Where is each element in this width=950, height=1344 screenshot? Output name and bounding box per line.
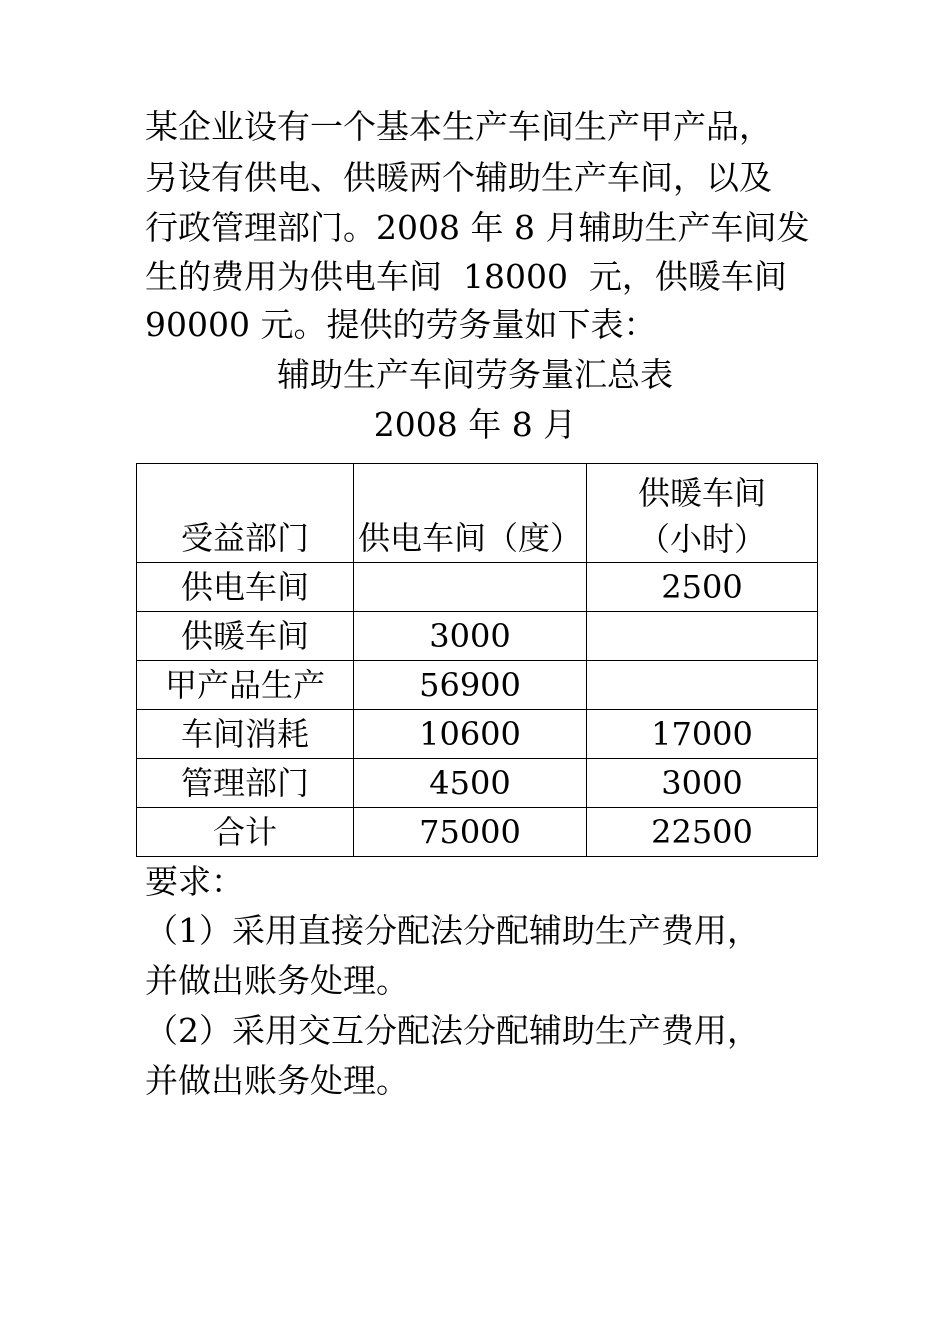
intro-line-2: 另设有供电、供暖两个辅助生产车间，以及 — [145, 158, 772, 197]
row-heat: 2500 — [587, 563, 818, 612]
intro-line-5: 90000 元。提供的劳务量如下表： — [145, 305, 657, 344]
header-dept: 受益部门 — [137, 464, 354, 563]
row-heat: 17000 — [587, 710, 818, 759]
table-date: 2008 年 8 月 — [373, 405, 577, 444]
row-power: 4500 — [354, 759, 587, 808]
row-heat: 3000 — [587, 759, 818, 808]
requirement-line-1: （1）采用直接分配法分配辅助生产费用， — [145, 911, 760, 950]
header-heat-line2: （小时） — [637, 520, 766, 558]
table-row — [137, 563, 818, 612]
row-heat — [587, 612, 818, 661]
table-row — [137, 759, 818, 808]
requirement-line-3: （2）采用交互分配法分配辅助生产费用， — [145, 1011, 760, 1050]
row-dept: 管理部门 — [137, 759, 354, 808]
header-power: 供电车间（度） — [354, 464, 587, 563]
table-title: 辅助生产车间劳务量汇总表 — [277, 355, 673, 394]
row-power: 3000 — [354, 612, 587, 661]
row-dept: 供电车间 — [137, 563, 354, 612]
row-power: 10600 — [354, 710, 587, 759]
table-row — [137, 710, 818, 759]
row-power: 56900 — [354, 661, 587, 710]
requirements-label: 要求： — [145, 862, 244, 901]
intro-line-3: 行政管理部门。2008 年 8 月辅助生产车间发 — [145, 208, 810, 247]
row-power: 75000 — [354, 808, 587, 857]
row-dept: 车间消耗 — [137, 710, 354, 759]
requirement-line-4: 并做出账务处理。 — [145, 1061, 409, 1100]
requirement-line-2: 并做出账务处理。 — [145, 961, 409, 1000]
row-heat — [587, 661, 818, 710]
row-dept: 甲产品生产 — [137, 661, 354, 710]
row-power — [354, 563, 587, 612]
header-heat-line1: 供暖车间 — [637, 474, 766, 512]
table-header-row — [137, 464, 818, 563]
row-heat: 22500 — [587, 808, 818, 857]
row-dept: 供暖车间 — [137, 612, 354, 661]
intro-line-4: 生的费用为供电车间 18000 元，供暖车间 — [145, 257, 787, 296]
labor-summary-table — [136, 463, 818, 857]
table-total-row — [137, 808, 818, 857]
intro-line-1: 某企业设有一个基本生产车间生产甲产品， — [145, 107, 772, 146]
row-dept: 合计 — [137, 808, 354, 857]
table-row — [137, 612, 818, 661]
header-heat — [587, 464, 818, 563]
table-row — [137, 661, 818, 710]
